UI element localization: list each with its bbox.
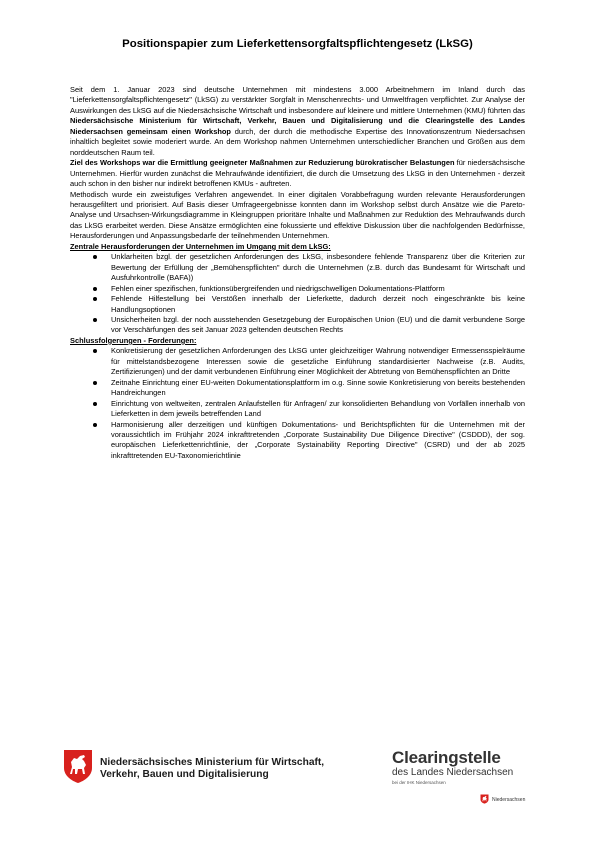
list-item (70, 420, 525, 462)
intro-paragraph-2 (70, 158, 525, 189)
intro-text: Seit dem 1. Januar 2023 sind deutsche Unternehmen mit mindestens 3.000 Arbeitnehmern im Inland durch das "Lieferkettensorgfaltspflichtengesetz" (LkSG) zu verstärkter Sorgfalt in Menschenrechts- und Umweltfragen verpflichtet. Zur Analyse der Auswirkungen des LkSG auf die Niedersächsische Wirtschaft und insbesondere auf kleinere und mittlere Unternehmen (KMU) führten das (70, 85, 525, 115)
conclusions-list (70, 346, 525, 461)
section-heading-challenges: Zentrale Herausforderungen der Unternehmen im Umgang mit dem LkSG: (70, 241, 331, 251)
list-item (70, 252, 525, 283)
list-item (70, 315, 525, 336)
list-item-text: Einrichtung von weltweiten, zentralen Anlaufstellen für Anfragen/ zur konsolidierten Behandlung von Vorfällen innerhalb von Lieferketten in dem jeweils betreffenden Land (111, 398, 525, 419)
bullet-icon (93, 402, 97, 406)
ministry-name-line2: Verkehr, Bauen und Digitalisierung (100, 768, 269, 780)
bullet-icon (93, 287, 97, 291)
list-item-text: Unsicherheiten bzgl. der noch ausstehenden Gesetzgebung der Europäischen Union (EU) und die damit verbundene Sorge vor Verschärfungen des seit Januar 2023 geltenden deutschen Rechts (111, 314, 525, 335)
niedersachsen-label: Niedersachsen (492, 797, 526, 803)
document-body (70, 85, 525, 461)
ministry-logo-block (62, 748, 324, 789)
section-heading-conclusions: Schlussfolgerungen - Forderungen: (70, 335, 197, 345)
bullet-icon (93, 297, 97, 301)
clearingstelle-title: Clearingstelle (392, 748, 501, 767)
clearingstelle-small-text: bei der IHK Niedersachsen (392, 780, 446, 785)
list-item (70, 346, 525, 377)
challenges-list (70, 252, 525, 336)
list-item-text: Fehlen einer spezifischen, funktionsübergreifenden und niedrigschwelligen Dokumentations-Plattform (111, 283, 445, 293)
list-item-text: Unklarheiten bzgl. der gesetzlichen Anforderungen des LkSG, insbesondere fehlende Transparenz über die Kriterien zur Bewertung der Erfüllung der „Bemühenspflichten" durch die Unternehmen (z.B. durch das Bundesamt für Wirtschaft und Ausfuhrkontrolle (BAFA)) (111, 252, 525, 283)
list-item-text: Konkretisierung der gesetzlichen Anforderungen des LkSG unter gleichzeitiger Wahrung notwendiger Ermessensspielräume für mittelstandsbezogene Interessen sowie die gesetzliche Einführung standardisierter Nachweise (z.B. Audits, Zertifizierungen) und der damit verbundenen Einführung einer Möglichkeit der Abtretung von Bemühenspflichten an Dritte (111, 346, 525, 377)
list-item-text: Zeitnahe Einrichtung einer EU-weiten Dokumentationsplattform im o.g. Sinne sowie Konkretisierung von bereits bestehenden Handreichungen (111, 377, 525, 398)
list-item (70, 399, 525, 420)
bullet-icon (93, 381, 97, 385)
clearingstelle-subtitle: des Landes Niedersachsen (392, 767, 514, 778)
bullet-icon (93, 255, 97, 259)
list-item-text: Fehlende Hilfestellung bei Verstößen innerhalb der Lieferkette, dadurch derzeit noch eingeschränkte bis keine Handlungsoptionen (111, 294, 525, 314)
bullet-icon (93, 349, 97, 353)
page-title: Positionspapier zum Lieferkettensorgfaltspflichtengesetz (LkSG) (122, 38, 473, 50)
niedersachsen-mini-crest-icon (480, 791, 489, 809)
ministry-name (100, 757, 324, 781)
intro-paragraph-1 (70, 85, 525, 158)
goal-bold-text: Ziel des Workshops war die Ermittlung geeigneter Maßnahmen zur Reduzierung bürokratischer Belastungen (70, 158, 455, 168)
list-item (70, 284, 525, 294)
ministry-name-line1: Niedersächsisches Ministerium für Wirtschaft, (100, 756, 325, 768)
intro-text-cont: durch, der durch die methodische Expertise des Innovationszentrum Niedersachsen inhaltlich begleitet sowie moderiert wurde. An dem Workshop nahmen Unternehmen unterschiedlicher Branchen und Größen aus dem norddeutschen Raum teil. (70, 126, 525, 157)
bullet-icon (93, 318, 97, 322)
niedersachsen-mini-logo (480, 791, 525, 809)
list-item (70, 378, 525, 399)
list-item-text: Harmonisierung aller derzeitigen und künftigen Dokumentations- und Berichtspflichten für die Unternehmen mit der voraussichtlich im Frühjahr 2024 inkrafttretenden „Corporate Sustainability Due Diligence Directive" (CSDDD), der sog. europäischen Lieferkettenrichtlinie, der „Corporate Systainability Reporting Directive" (CSRD) und der ab 2025 inkrafttretenden EU-Taxonomierichtlinie (111, 419, 525, 460)
goal-text: für niedersächsische Unternehmen. Hierfür wurden zunächst die Mehraufwände identifiziert, die durch die Umsetzung des LkSG in den Unternehmen - derzeit auch schon in den bisher nur indirekt betroffenen KMUs - auftreten. (70, 158, 525, 189)
list-item (70, 294, 525, 315)
niedersachsen-horse-crest-icon (62, 748, 94, 789)
intro-paragraph-3: Methodisch wurde ein zweistufiges Verfahren angewendet. In einer digitalen Vorabbefragung wurden relevante Herausforderungen herausgefiltert und priorisiert. Auf Basis dieser Umfrageergebnisse konnten dann im Workshop selbst durch Ansätze wie die Pareto-Analyse und Ursachsen-Wirkungsdiagramme in Kleingruppen prioritäre Inhalte und Maßnahmen zur Reduktion des Mehraufwands durch das LkSG erarbeitet werden. Diese Ansätze ermöglichten eine fokussierte und effektive Diskussion über die nachfolgenden Bedürfnisse, Herausforderungen und Anpassungsbedarfe der teilnehmenden Unternehmen. (70, 189, 525, 241)
clearingstelle-logo-block (392, 748, 542, 803)
intro-bold-text: Niedersächsische Ministerium für Wirtschaft, Verkehr, Bauen und Digitalisierung und die Clearingstelle des Landes Niedersachsen gemeinsam einen Workshop (70, 116, 525, 136)
bullet-icon (93, 423, 97, 427)
